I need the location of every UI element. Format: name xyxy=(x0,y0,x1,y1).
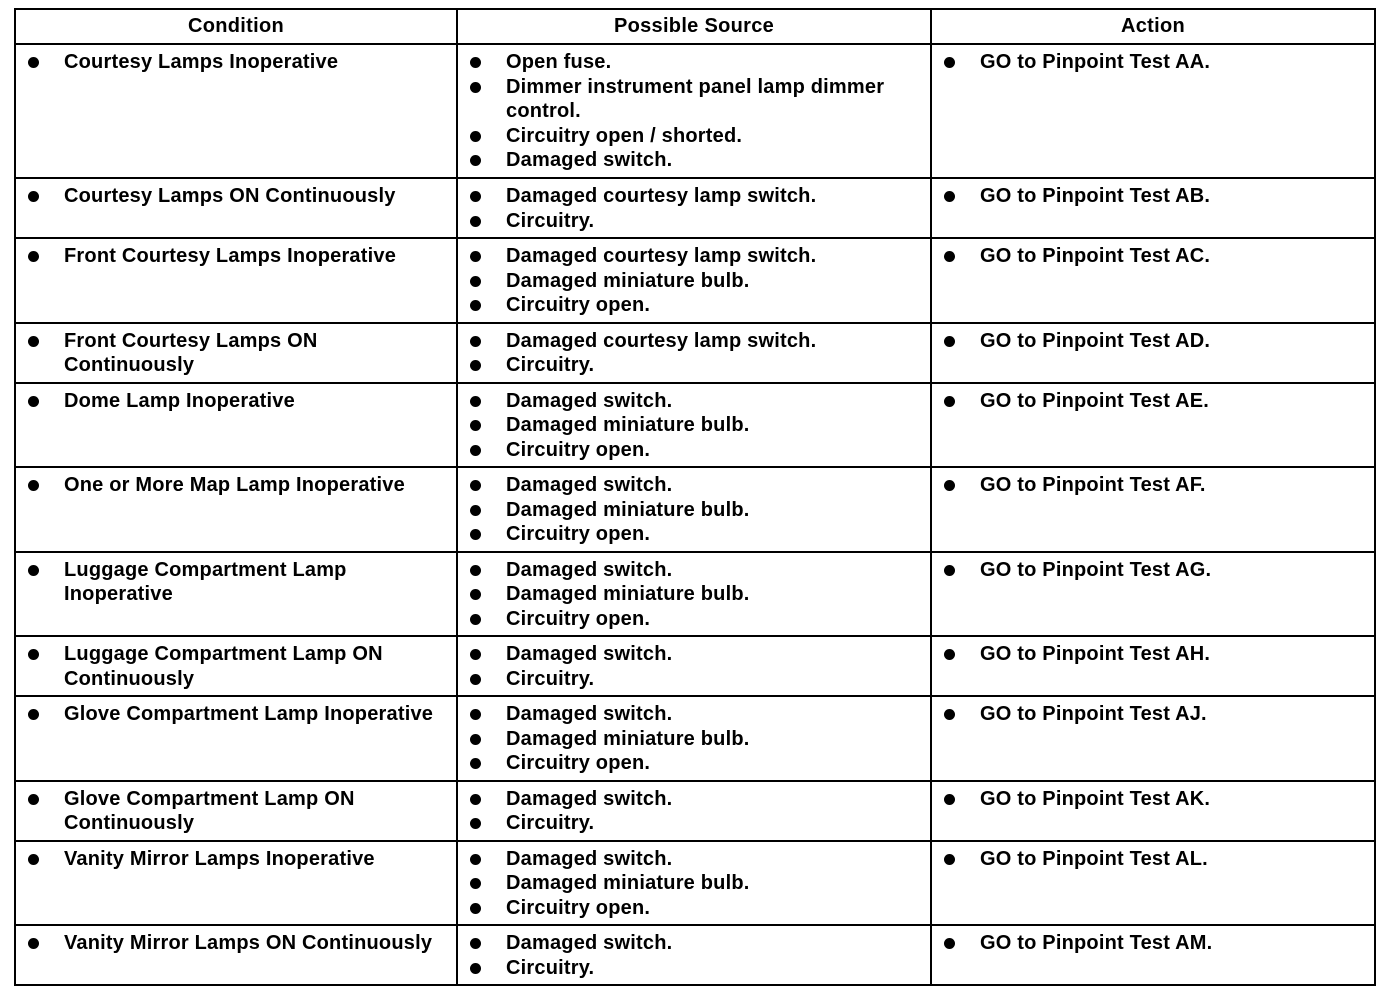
action-cell xyxy=(931,696,1375,781)
possible-source-list xyxy=(458,45,930,177)
bullet-icon xyxy=(470,396,481,407)
possible-source-cell xyxy=(457,467,931,552)
item-text: GO to Pinpoint Test AK. xyxy=(980,787,1211,810)
possible-source-list xyxy=(458,637,930,695)
condition-list xyxy=(16,324,456,382)
list-item xyxy=(942,642,1368,667)
condition-cell xyxy=(15,636,457,696)
item-text: Circuitry. xyxy=(506,667,595,690)
list-item xyxy=(942,702,1368,727)
condition-list xyxy=(16,697,456,731)
item-text: Dimmer instrument panel lamp dimmer control. xyxy=(506,75,885,122)
item-text: Front Courtesy Lamps ON Continuously xyxy=(64,329,318,376)
item-text: GO to Pinpoint Test AJ. xyxy=(980,703,1207,725)
bullet-icon xyxy=(470,82,481,93)
list-item xyxy=(468,209,924,234)
list-item xyxy=(26,244,450,269)
action-list xyxy=(932,468,1374,502)
item-text: GO to Pinpoint Test AL. xyxy=(980,847,1208,870)
list-item xyxy=(468,329,924,354)
item-text: Damaged courtesy lamp switch. xyxy=(506,329,817,352)
action-cell xyxy=(931,238,1375,323)
bullet-icon xyxy=(28,794,39,805)
bullet-icon xyxy=(470,529,481,540)
list-item xyxy=(26,473,450,498)
item-text: GO to Pinpoint Test AM. xyxy=(980,932,1213,954)
possible-source-list xyxy=(458,324,930,382)
action-cell xyxy=(931,178,1375,238)
item-text: Vanity Mirror Lamps ON Continuously xyxy=(64,932,433,954)
item-text: Damaged miniature bulb. xyxy=(506,727,750,750)
action-list xyxy=(932,45,1374,79)
list-item xyxy=(468,522,924,547)
condition-cell xyxy=(15,841,457,926)
table-row xyxy=(15,178,1375,238)
bullet-icon xyxy=(470,854,481,865)
list-item xyxy=(942,473,1368,498)
condition-cell xyxy=(15,238,457,323)
list-item xyxy=(468,787,924,812)
bullet-icon xyxy=(470,360,481,371)
possible-source-list xyxy=(458,842,930,925)
bullet-icon xyxy=(28,649,39,660)
action-cell xyxy=(931,781,1375,841)
list-item xyxy=(468,244,924,269)
bullet-icon xyxy=(470,758,481,769)
action-list xyxy=(932,179,1374,213)
action-list xyxy=(932,926,1374,960)
bullet-icon xyxy=(944,649,955,660)
item-text: GO to Pinpoint Test AH. xyxy=(980,643,1211,665)
condition-cell xyxy=(15,383,457,468)
possible-source-cell xyxy=(457,925,931,985)
item-text: Damaged miniature bulb. xyxy=(506,583,750,605)
condition-cell xyxy=(15,467,457,552)
bullet-icon xyxy=(28,191,39,202)
table-row xyxy=(15,781,1375,841)
item-text: Open fuse. xyxy=(506,51,612,73)
item-text: GO to Pinpoint Test AG. xyxy=(980,558,1212,581)
bullet-icon xyxy=(28,336,39,347)
bullet-icon xyxy=(470,734,481,745)
list-item xyxy=(468,124,924,149)
list-item xyxy=(468,293,924,318)
action-column-header: Action xyxy=(931,9,1375,44)
bullet-icon xyxy=(470,251,481,262)
list-item xyxy=(468,498,924,523)
condition-cell xyxy=(15,323,457,383)
condition-list xyxy=(16,553,456,611)
bullet-icon xyxy=(28,854,39,865)
bullet-icon xyxy=(28,938,39,949)
item-text: Circuitry open. xyxy=(506,896,651,919)
possible-source-column-header: Possible Source xyxy=(457,9,931,44)
list-item xyxy=(468,847,924,872)
action-cell xyxy=(931,44,1375,178)
item-text: Circuitry open. xyxy=(506,523,651,545)
table-row xyxy=(15,467,1375,552)
possible-source-list xyxy=(458,468,930,551)
condition-list xyxy=(16,926,456,960)
action-list xyxy=(932,637,1374,671)
bullet-icon xyxy=(944,938,955,949)
list-item xyxy=(468,702,924,727)
action-list xyxy=(932,697,1374,731)
item-text: Courtesy Lamps ON Continuously xyxy=(64,185,396,207)
table-row xyxy=(15,383,1375,468)
item-text: Circuitry. xyxy=(506,956,595,979)
list-item xyxy=(468,607,924,632)
item-text: Circuitry. xyxy=(506,209,595,232)
item-text: Damaged switch. xyxy=(506,643,673,665)
bullet-icon xyxy=(470,565,481,576)
list-item xyxy=(942,931,1368,956)
bullet-icon xyxy=(470,155,481,166)
item-text: One or More Map Lamp Inoperative xyxy=(64,474,405,496)
list-item xyxy=(468,667,924,692)
list-item xyxy=(942,184,1368,209)
possible-source-list xyxy=(458,553,930,636)
action-list xyxy=(932,842,1374,876)
bullet-icon xyxy=(470,963,481,974)
bullet-icon xyxy=(470,674,481,685)
list-item xyxy=(942,389,1368,414)
item-text: GO to Pinpoint Test AA. xyxy=(980,51,1211,73)
possible-source-cell xyxy=(457,696,931,781)
item-text: Circuitry open. xyxy=(506,607,651,630)
list-item xyxy=(942,329,1368,354)
item-text: Damaged switch. xyxy=(506,389,673,412)
item-text: Damaged switch. xyxy=(506,558,673,581)
possible-source-cell xyxy=(457,44,931,178)
possible-source-cell xyxy=(457,636,931,696)
condition-list xyxy=(16,239,456,273)
item-text: Circuitry open / shorted. xyxy=(506,124,743,147)
bullet-icon xyxy=(470,420,481,431)
possible-source-list xyxy=(458,384,930,467)
item-text: Damaged switch. xyxy=(506,932,673,954)
bullet-icon xyxy=(470,480,481,491)
action-cell xyxy=(931,552,1375,637)
bullet-icon xyxy=(944,480,955,491)
list-item xyxy=(468,558,924,583)
list-item xyxy=(26,931,450,956)
bullet-icon xyxy=(28,57,39,68)
list-item xyxy=(468,642,924,667)
bullet-icon xyxy=(470,505,481,516)
bullet-icon xyxy=(944,396,955,407)
bullet-icon xyxy=(944,191,955,202)
list-item xyxy=(468,582,924,607)
item-text: Glove Compartment Lamp Inoperative xyxy=(64,703,434,725)
table-row xyxy=(15,636,1375,696)
item-text: Courtesy Lamps Inoperative xyxy=(64,51,339,73)
list-item xyxy=(468,438,924,463)
list-item xyxy=(468,811,924,836)
list-item xyxy=(468,896,924,921)
list-item xyxy=(26,787,450,836)
action-cell xyxy=(931,323,1375,383)
list-item xyxy=(26,642,450,691)
header-row xyxy=(15,9,1375,44)
item-text: Circuitry. xyxy=(506,812,595,834)
bullet-icon xyxy=(470,191,481,202)
bullet-icon xyxy=(28,480,39,491)
list-item xyxy=(468,184,924,209)
table-row xyxy=(15,841,1375,926)
condition-cell xyxy=(15,552,457,637)
condition-list xyxy=(16,384,456,418)
bullet-icon xyxy=(470,300,481,311)
bullet-icon xyxy=(944,565,955,576)
bullet-icon xyxy=(470,878,481,889)
action-list xyxy=(932,324,1374,358)
bullet-icon xyxy=(944,57,955,68)
table-row xyxy=(15,44,1375,178)
item-text: Damaged switch. xyxy=(506,787,673,810)
bullet-icon xyxy=(944,854,955,865)
item-text: Glove Compartment Lamp ON Continuously xyxy=(64,787,355,834)
item-text: Damaged miniature bulb. xyxy=(506,414,750,436)
list-item xyxy=(468,956,924,981)
item-text: GO to Pinpoint Test AF. xyxy=(980,474,1206,496)
bullet-icon xyxy=(470,589,481,600)
bullet-icon xyxy=(470,131,481,142)
possible-source-cell xyxy=(457,552,931,637)
bullet-icon xyxy=(28,396,39,407)
list-item xyxy=(468,931,924,956)
possible-source-list xyxy=(458,926,930,984)
item-text: GO to Pinpoint Test AC. xyxy=(980,245,1211,267)
condition-list xyxy=(16,45,456,79)
list-item xyxy=(468,727,924,752)
condition-cell xyxy=(15,781,457,841)
condition-cell xyxy=(15,178,457,238)
action-cell xyxy=(931,383,1375,468)
condition-column-header: Condition xyxy=(15,9,457,44)
bullet-icon xyxy=(944,251,955,262)
item-text: Circuitry open. xyxy=(506,438,651,461)
bullet-icon xyxy=(28,709,39,720)
bullet-icon xyxy=(470,57,481,68)
action-cell xyxy=(931,841,1375,926)
possible-source-list xyxy=(458,697,930,780)
list-item xyxy=(468,148,924,173)
bullet-icon xyxy=(944,794,955,805)
bullet-icon xyxy=(28,251,39,262)
action-list xyxy=(932,782,1374,816)
item-text: Damaged miniature bulb. xyxy=(506,269,750,292)
bullet-icon xyxy=(944,709,955,720)
item-text: Damaged miniature bulb. xyxy=(506,498,750,521)
possible-source-list xyxy=(458,179,930,237)
table-row xyxy=(15,925,1375,985)
list-item xyxy=(942,558,1368,583)
item-text: GO to Pinpoint Test AD. xyxy=(980,329,1211,352)
possible-source-cell xyxy=(457,781,931,841)
list-item xyxy=(942,50,1368,75)
condition-list xyxy=(16,842,456,876)
action-list xyxy=(932,384,1374,418)
item-text: Circuitry open. xyxy=(506,752,651,774)
item-text: Damaged courtesy lamp switch. xyxy=(506,245,817,267)
list-item xyxy=(942,787,1368,812)
item-text: GO to Pinpoint Test AB. xyxy=(980,185,1211,207)
action-cell xyxy=(931,636,1375,696)
list-item xyxy=(468,50,924,75)
action-list xyxy=(932,239,1374,273)
possible-source-list xyxy=(458,239,930,322)
possible-source-cell xyxy=(457,841,931,926)
bullet-icon xyxy=(470,336,481,347)
table-row xyxy=(15,552,1375,637)
list-item xyxy=(942,847,1368,872)
item-text: GO to Pinpoint Test AE. xyxy=(980,389,1210,412)
list-item xyxy=(26,329,450,378)
bullet-icon xyxy=(470,276,481,287)
condition-list xyxy=(16,179,456,213)
condition-list xyxy=(16,468,456,502)
item-text: Damaged miniature bulb. xyxy=(506,872,750,894)
bullet-icon xyxy=(470,818,481,829)
possible-source-cell xyxy=(457,383,931,468)
list-item xyxy=(26,389,450,414)
list-item xyxy=(468,389,924,414)
item-text: Luggage Compartment Lamp ON Continuously xyxy=(64,643,383,690)
possible-source-cell xyxy=(457,238,931,323)
item-text: Damaged switch. xyxy=(506,474,673,496)
list-item xyxy=(26,847,450,872)
list-item xyxy=(468,269,924,294)
bullet-icon xyxy=(470,649,481,660)
item-text: Damaged switch. xyxy=(506,149,673,171)
bullet-icon xyxy=(28,565,39,576)
list-item xyxy=(942,244,1368,269)
item-text: Damaged switch. xyxy=(506,703,673,725)
list-item xyxy=(26,558,450,607)
item-text: Dome Lamp Inoperative xyxy=(64,389,295,412)
list-item xyxy=(468,75,924,124)
bullet-icon xyxy=(470,938,481,949)
item-text: Front Courtesy Lamps Inoperative xyxy=(64,245,397,267)
possible-source-cell xyxy=(457,178,931,238)
possible-source-cell xyxy=(457,323,931,383)
item-text: Luggage Compartment Lamp Inoperative xyxy=(64,558,347,605)
item-text: Damaged switch. xyxy=(506,847,673,870)
item-text: Vanity Mirror Lamps Inoperative xyxy=(64,847,375,870)
condition-cell xyxy=(15,696,457,781)
possible-source-list xyxy=(458,782,930,840)
condition-list xyxy=(16,782,456,840)
action-cell xyxy=(931,925,1375,985)
list-item xyxy=(26,50,450,75)
action-list xyxy=(932,553,1374,587)
item-text: Damaged courtesy lamp switch. xyxy=(506,185,817,207)
table-body xyxy=(15,44,1375,985)
bullet-icon xyxy=(470,216,481,227)
list-item xyxy=(468,413,924,438)
bullet-icon xyxy=(470,903,481,914)
list-item xyxy=(468,473,924,498)
list-item xyxy=(468,751,924,776)
action-cell xyxy=(931,467,1375,552)
list-item xyxy=(468,353,924,378)
item-text: Circuitry open. xyxy=(506,294,651,316)
table-row xyxy=(15,696,1375,781)
item-text: Circuitry. xyxy=(506,354,595,376)
bullet-icon xyxy=(470,794,481,805)
bullet-icon xyxy=(470,445,481,456)
condition-cell xyxy=(15,925,457,985)
condition-cell xyxy=(15,44,457,178)
table-row xyxy=(15,323,1375,383)
table-row xyxy=(15,238,1375,323)
list-item xyxy=(26,184,450,209)
list-item xyxy=(26,702,450,727)
list-item xyxy=(468,871,924,896)
symptom-chart-table xyxy=(14,8,1376,986)
bullet-icon xyxy=(944,336,955,347)
bullet-icon xyxy=(470,709,481,720)
bullet-icon xyxy=(470,614,481,625)
condition-list xyxy=(16,637,456,695)
